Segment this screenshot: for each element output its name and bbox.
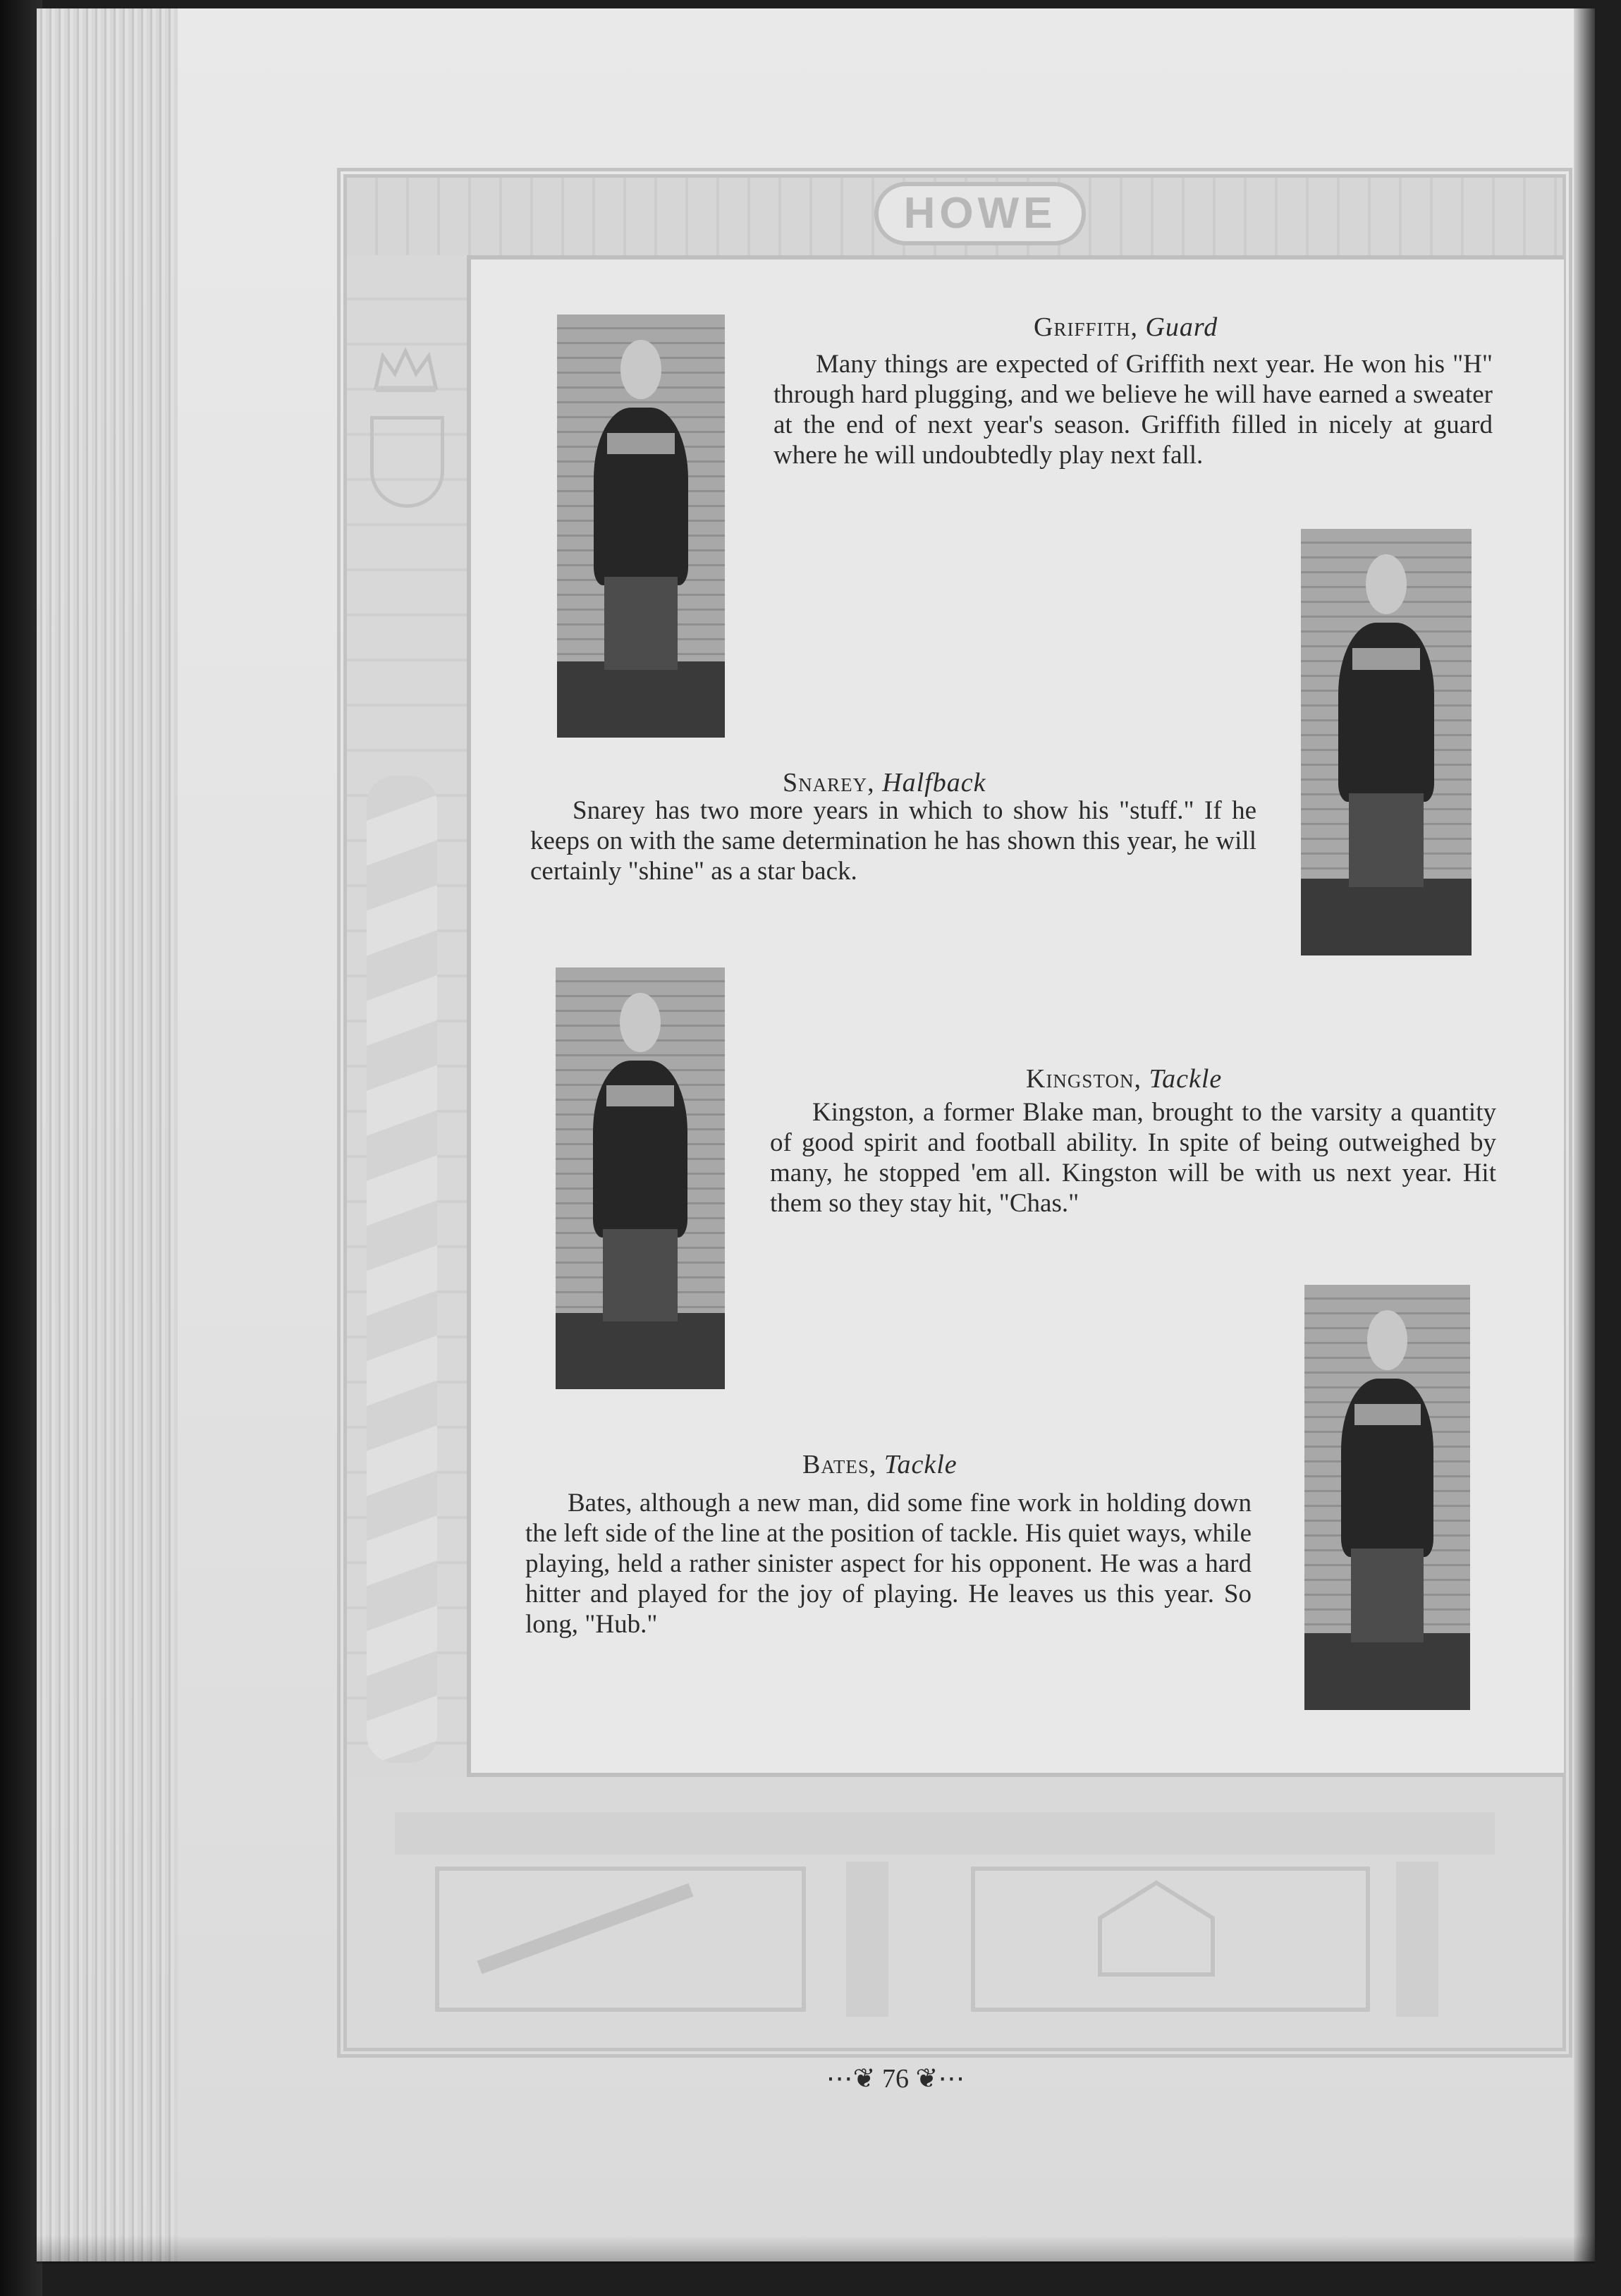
page-number bbox=[776, 2063, 1015, 2094]
entry-text-bates: Bates, although a new man, did some fine work in holding down the left side of the line at the position of tackle. His quiet ways, while playing, held a rather sinister aspect for his opponent. He was a hard hitter and played for the joy of playing. He leaves us this year. So long, "Hub." bbox=[525, 1489, 1252, 1639]
player-position: Guard bbox=[1145, 312, 1218, 342]
entry-heading-kingston bbox=[1026, 1063, 1222, 1094]
page-edges bbox=[37, 8, 178, 2261]
player-position: Tackle bbox=[883, 1450, 958, 1479]
entry-heading-griffith bbox=[1034, 312, 1218, 343]
player-name: Snarey, bbox=[783, 768, 875, 798]
bottom-scene-ornament bbox=[395, 1805, 1495, 2017]
entry-text-snarey: Snarey has two more years in which to show his "stuff." If he keeps on with the same determination he has shown this year, he will certainly "shine" as a star back. bbox=[530, 796, 1256, 886]
crown-icon bbox=[372, 346, 439, 395]
player-photo-snarey bbox=[1301, 529, 1472, 955]
page-number-left-ornament: ⋯❦ bbox=[826, 2064, 876, 2094]
book-spine bbox=[0, 0, 42, 2296]
entry-heading-bates bbox=[802, 1449, 958, 1480]
page-right-edge bbox=[1574, 8, 1595, 2261]
player-position: Tackle bbox=[1149, 1064, 1223, 1094]
crest-shield-icon bbox=[370, 416, 444, 508]
page-number-value: 76 bbox=[882, 2064, 909, 2094]
player-position: Halfback bbox=[882, 768, 986, 798]
entry-heading-snarey bbox=[783, 767, 986, 798]
player-name: Griffith, bbox=[1034, 312, 1138, 342]
player-name: Kingston, bbox=[1026, 1064, 1142, 1094]
page-number-right-ornament: ❦⋯ bbox=[915, 2064, 965, 2094]
ribbon-scroll-ornament bbox=[367, 776, 437, 1763]
entry-text-kingston: Kingston, a former Blake man, brought to the varsity a quantity of good spirit and football ability. In spite of being outweighed by many, he stopped 'em all. Kingston will be with us next year. Hit them so they stay hit, "Chas." bbox=[770, 1098, 1496, 1218]
page-bottom-shadow bbox=[37, 2235, 1595, 2264]
player-photo-kingston bbox=[556, 967, 725, 1389]
player-photo-griffith bbox=[557, 315, 725, 738]
player-name: Bates, bbox=[802, 1450, 877, 1479]
howe-banner: HOWE bbox=[874, 182, 1086, 245]
entry-text-griffith: Many things are expected of Griffith next year. He won his "H" through hard plugging, and we believe he will have earned a sweater at the end of next year's season. Griffith filled in nicely at guard where he will undoubtedly play next fall. bbox=[773, 350, 1493, 470]
player-photo-bates bbox=[1304, 1285, 1470, 1710]
